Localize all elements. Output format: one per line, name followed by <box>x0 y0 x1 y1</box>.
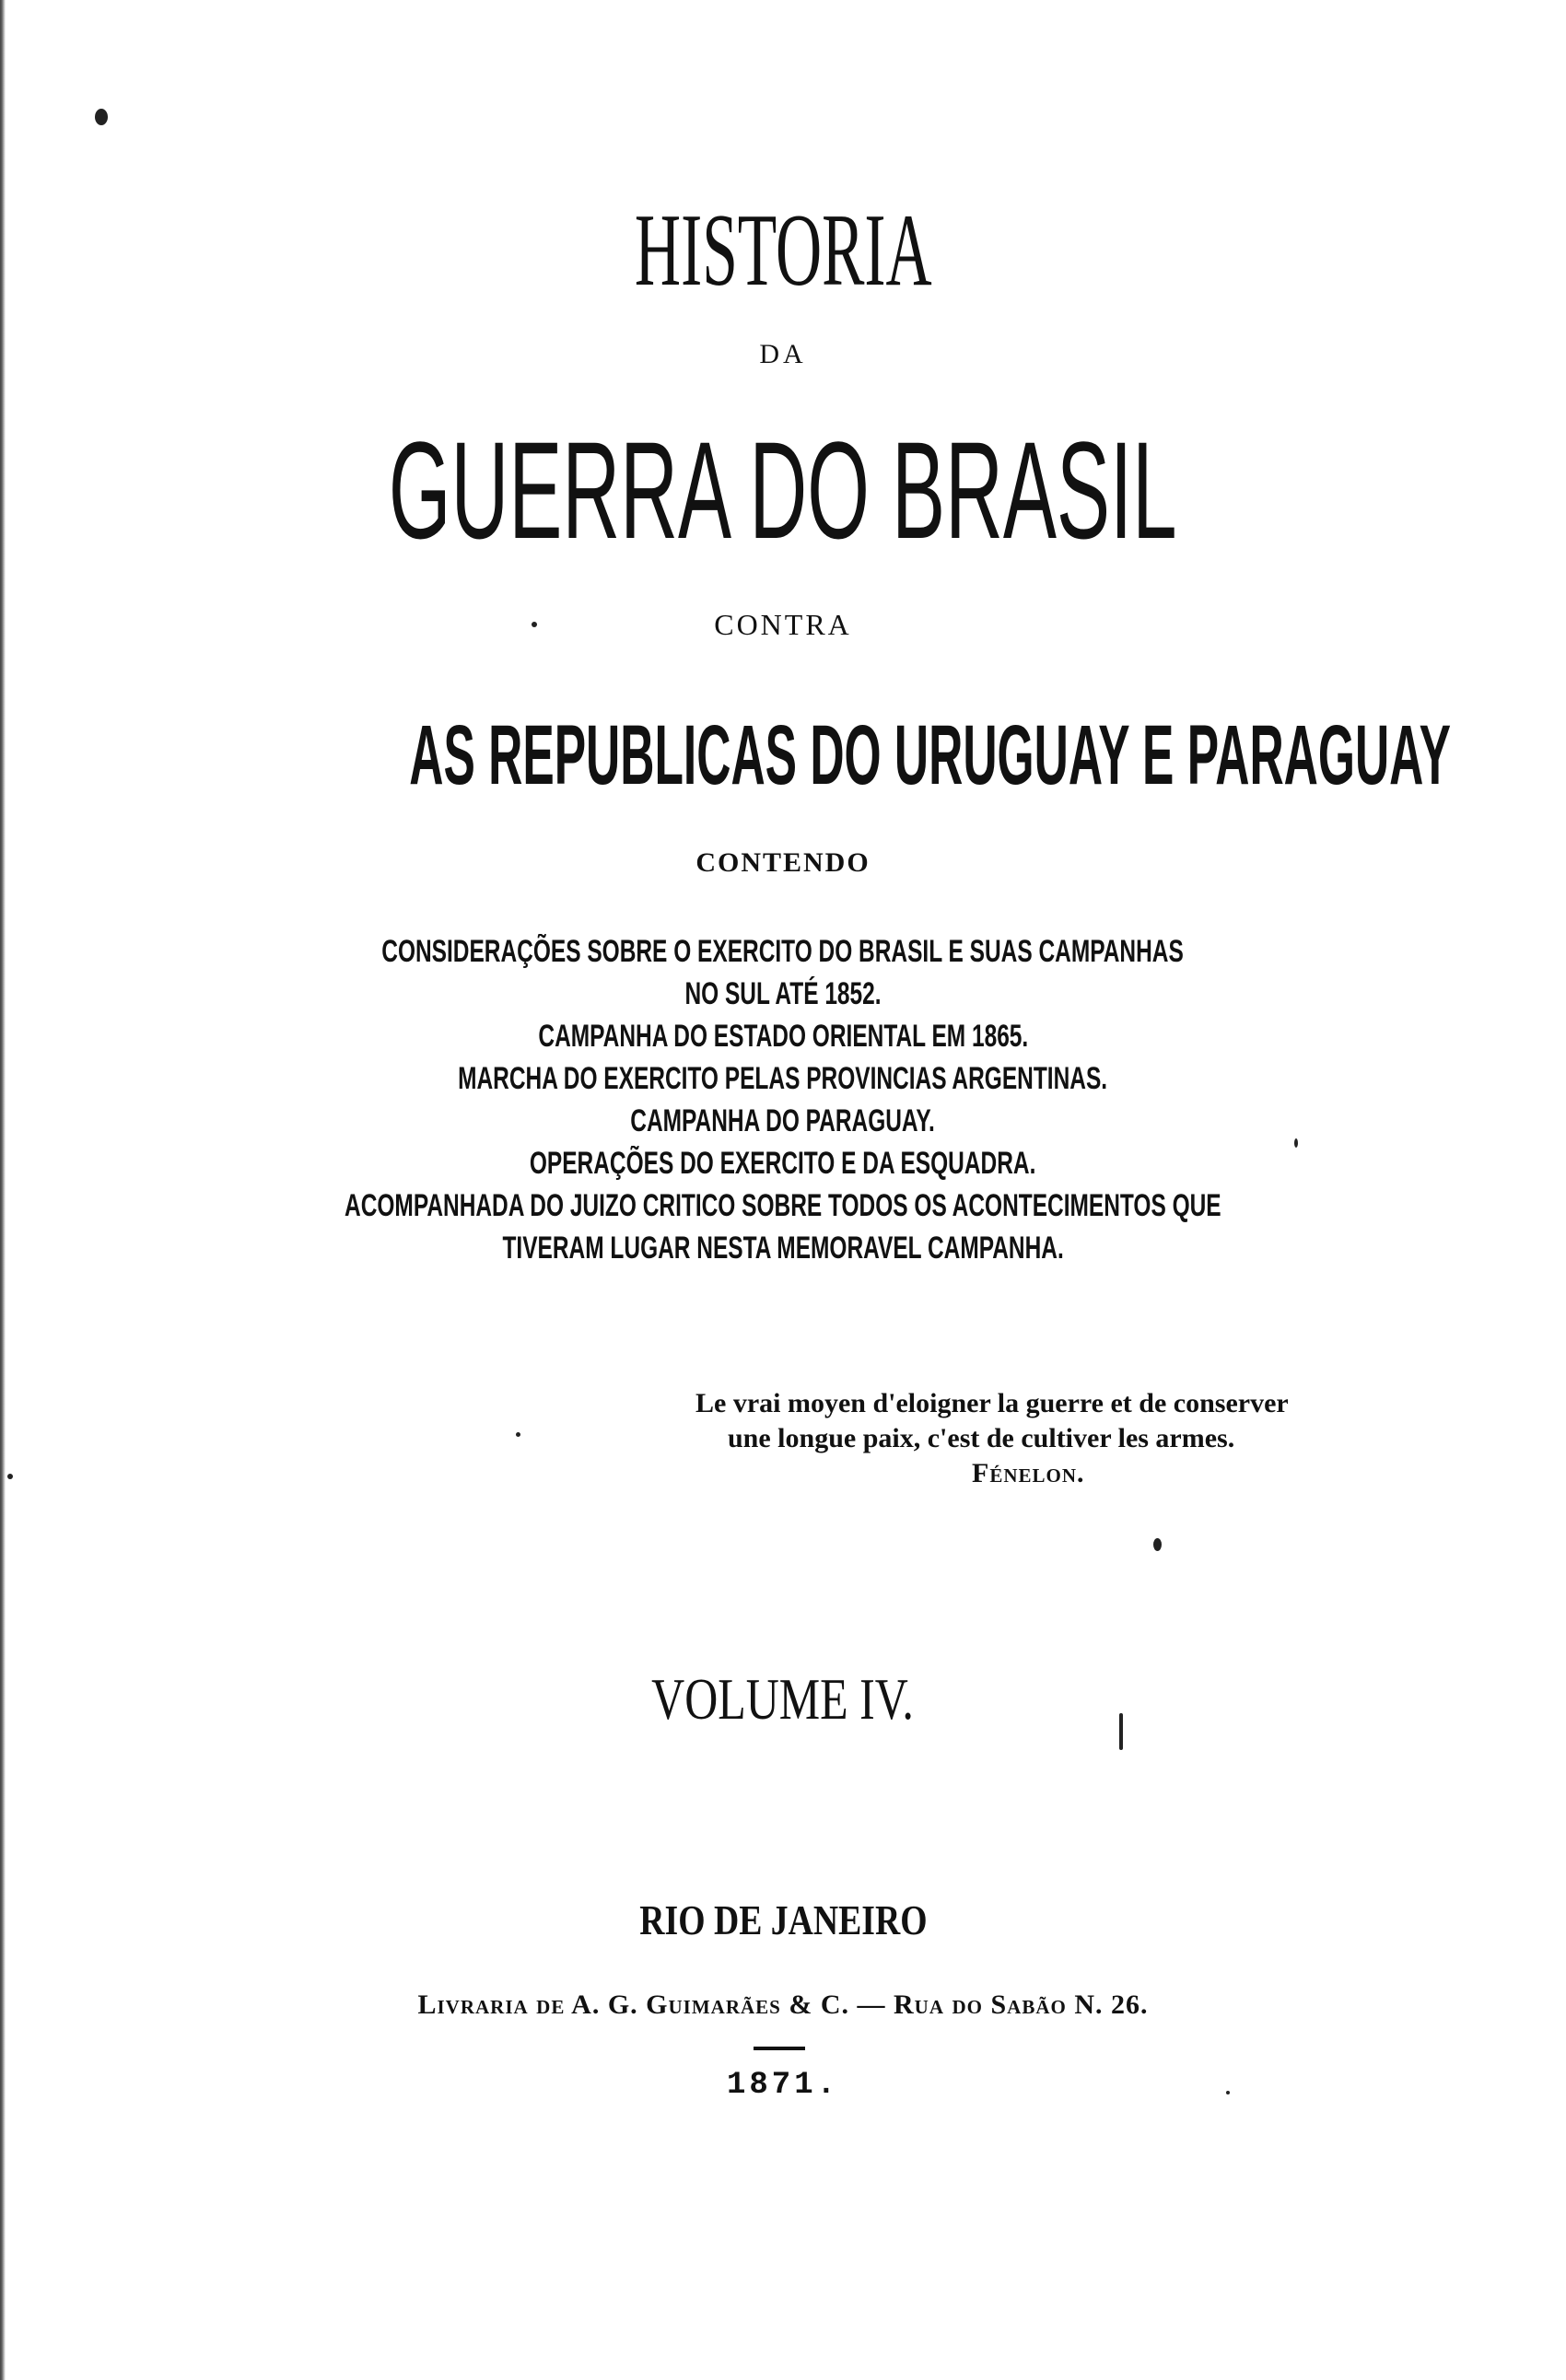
title-da: DA <box>759 339 807 369</box>
contents-label: CONTENDO <box>695 847 871 878</box>
scan-speck <box>95 109 108 125</box>
epigraph-line: Le vrai moyen d'eloigner la guerre et de conserver <box>695 1388 1289 1418</box>
scan-speck <box>1226 2091 1230 2094</box>
scan-speck <box>1294 1138 1298 1148</box>
scan-speck <box>1153 1538 1162 1551</box>
contents-line: NO SUL ATÉ 1852. <box>684 976 882 1011</box>
epigraph-author: Fénelon. <box>972 1458 1085 1488</box>
publisher-line: Livraria de A. G. Guimarães & C. — Rua do Sabão N. 26. <box>417 1989 1149 2020</box>
publication-year: 1871. <box>726 2068 840 2103</box>
divider-rule <box>754 2047 805 2050</box>
contents-line: CONSIDERAÇÕES SOBRE O EXERCITO DO BRASIL E SUAS CAMPANHAS <box>381 934 1185 969</box>
title-contra: CONTRA <box>714 608 852 641</box>
contents-line: OPERAÇÕES DO EXERCITO E DA ESQUADRA. <box>530 1146 1036 1181</box>
contents-line: CAMPANHA DO ESTADO ORIENTAL EM 1865. <box>538 1019 1028 1054</box>
title-historia <box>0 195 1566 306</box>
contents-line: MARCHA DO EXERCITO PELAS PROVINCIAS ARGENTINAS. <box>458 1061 1108 1096</box>
volume-number <box>0 1667 1566 1732</box>
city-text: RIO DE JANEIRO <box>638 1896 928 1943</box>
scan-speck <box>1119 1713 1123 1750</box>
title-guerra-text: GUERRA DO BRASIL <box>389 413 1177 567</box>
volume-text: VOLUME IV. <box>651 1666 915 1732</box>
contents-line: ACOMPANHADA DO JUIZO CRITICO SOBRE TODOS OS ACONTECIMENTOS QUE <box>345 1188 1221 1223</box>
scan-speck <box>516 1432 520 1437</box>
epigraph-line: une longue paix, c'est de cultiver les armes. <box>728 1423 1235 1453</box>
title-historia-text: HISTORIA <box>634 193 932 308</box>
scan-speck <box>7 1474 13 1479</box>
title-republicas <box>0 709 1566 801</box>
contents-list <box>0 930 1566 1269</box>
title-republicas-text: AS REPUBLICAS DO URUGUAY E PARAGUAY <box>409 708 1452 802</box>
contents-line: CAMPANHA DO PARAGUAY. <box>630 1103 936 1138</box>
publication-city <box>0 1896 1566 1945</box>
scan-speck <box>532 622 537 627</box>
contents-line: TIVERAM LUGAR NESTA MEMORAVEL CAMPANHA. <box>502 1231 1064 1266</box>
title-guerra-do-brasil <box>0 413 1566 567</box>
epigraph <box>695 1386 1359 1491</box>
